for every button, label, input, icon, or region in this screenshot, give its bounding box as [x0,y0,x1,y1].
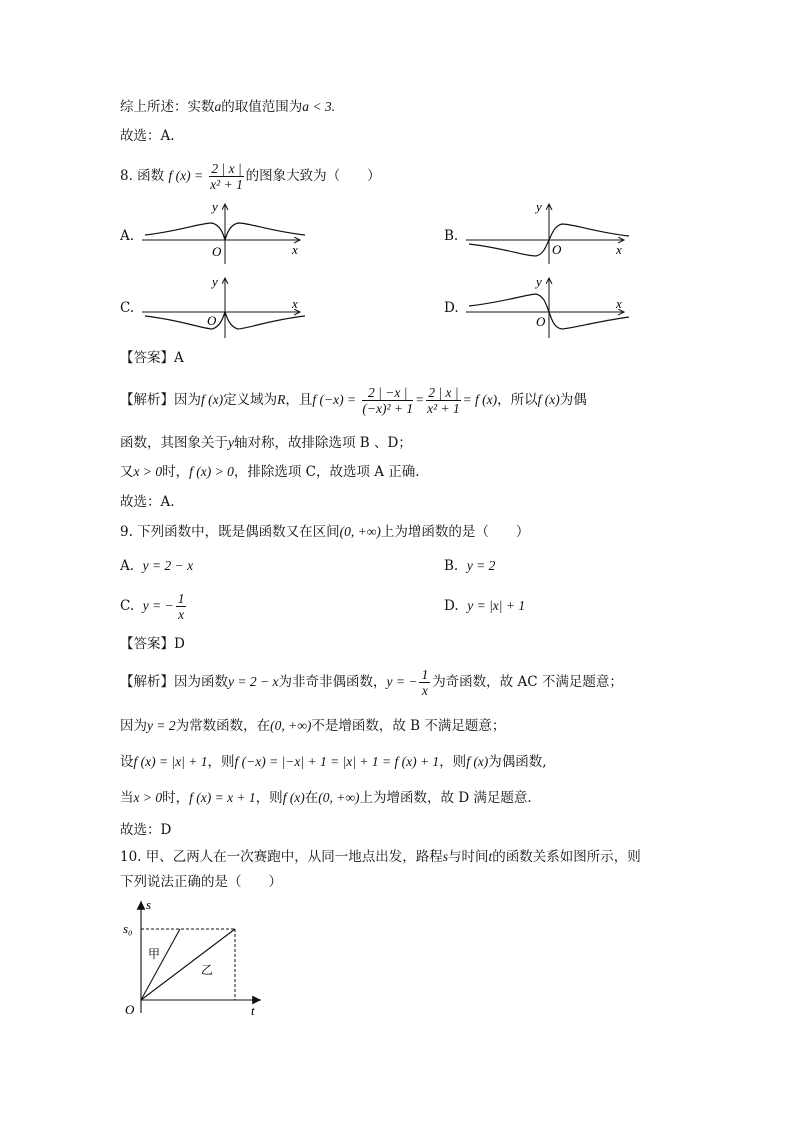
expr: y [228,435,234,450]
q9-option-d [444,596,525,616]
label: A. [120,558,135,574]
text: 的函数关系如图所示，则 [492,849,641,865]
text: 为常数函数，在 [175,718,271,734]
origin-label: O [207,313,217,328]
text: 上为增函数的是（ ） [380,524,530,540]
text: 9. 下列函数中，既是偶函数又在区间 [120,524,340,540]
text: ，所以 [497,392,538,408]
q9-analysis-line4 [120,788,532,808]
origin-label: O [552,242,562,257]
q10-graph [118,895,278,1025]
q10-stem-line1 [120,847,641,867]
text: 时， [162,790,190,806]
summary-text-mid: 的取值范围为 [221,99,303,115]
text: 设 [120,754,134,770]
label: B. [444,558,459,574]
summary-choice: 故选：A. [120,128,175,144]
text: 为非奇非偶函数， [278,674,387,690]
fraction [362,385,413,416]
line-jia [141,929,180,1000]
label: C. [120,598,135,614]
expr: = [415,392,425,407]
expr: x > 0 [133,464,163,479]
text: 【解析】因为 [120,392,201,408]
expr: x > 0 [133,790,163,805]
numerator: 1 [177,591,185,606]
var-a: a [214,99,222,114]
s0-label: s₀ [123,921,133,936]
t-axis-label: t [251,1003,255,1018]
x-axis-label: x [616,242,622,257]
expr: f (x) > 0 [189,464,234,479]
text: 10. 甲、乙两人在一次赛跑中，从同一地点出发，路程 [120,849,443,865]
y-axis-label: y [212,199,218,214]
q9-analysis-line2 [120,716,505,736]
q8-denominator: x² + 1 [210,177,243,192]
text: ，则 [439,754,467,770]
text: 在 [304,790,319,806]
denominator: x [421,683,428,698]
q8-option-d-label: D. [444,300,459,316]
expr: = f (x) [462,392,498,407]
text: 时， [162,464,190,480]
x-axis-label: x [616,296,622,311]
numerator: 2 | x | [428,385,459,400]
text: 与时间 [448,849,489,865]
fraction [419,667,430,698]
numerator: 1 [421,667,429,682]
q9-option-c [120,590,188,622]
q8-graph-a [140,198,315,266]
text: 为偶 [559,392,587,408]
q8-option-a-label: A. [120,228,135,244]
summary-text: 综上所述：实数 [120,99,215,115]
q8-numerator: 2 | x | [211,161,242,176]
numerator: 2 | −x | [362,385,413,401]
expr: y = − [142,598,174,613]
text: 又 [120,464,134,480]
text: ，则 [255,790,283,806]
expr: s [442,849,449,864]
q8-choice: 故选：A. [120,494,175,510]
origin-label: O [536,314,546,329]
x-axis-label: x [292,296,298,311]
q8-func-lhs: f (x) = [168,168,204,183]
expr: y = |x| + 1 [467,598,526,613]
text: 不是增函数，故 B 不满足题意； [311,718,506,734]
text: ，且 [285,392,313,408]
q9-option-b [444,556,495,576]
expr: y = 2 [466,558,496,573]
q8-analysis-line3 [120,462,420,482]
q8-graph-d [464,272,639,340]
q8-analysis-line2 [120,433,412,453]
label: D. [444,598,459,614]
label-yi: 乙 [201,963,214,977]
q8-analysis-line1 [120,382,587,418]
expr: (0, +∞) [270,718,312,733]
q8-graph-c [140,272,315,340]
text: 轴对称，故排除选项 B 、D； [234,435,412,451]
fraction [426,385,460,416]
text: 【解析】因为函数 [120,674,228,690]
x-axis-label: x [292,242,298,257]
y-axis-label: y [536,199,542,214]
q9-choice: 故选：D [120,822,172,838]
expr: y = 2 − x [228,674,279,689]
origin-label: O [125,1002,135,1017]
expr: t [488,849,493,864]
text: 上为增函数，故 D 满足题意. [359,790,532,806]
expr: f (x) = x + 1 [189,790,256,805]
q8-answer: 【答案】A [120,350,184,366]
s-axis-label: s [146,897,152,912]
text: ，则 [207,754,235,770]
expr: f (x) = |x| + 1 [133,754,208,769]
text: 当 [120,790,134,806]
q8-option-c-label: C. [120,300,135,316]
summary-expr: a < 3. [302,99,335,114]
text: ，排除选项 C，故选项 A 正确. [233,464,420,480]
q8-fraction [209,161,243,192]
expr: R [277,392,286,407]
expr: y = − [386,674,418,689]
y-axis-label: y [212,274,218,289]
y-axis-label: y [536,274,542,289]
fraction [176,591,187,622]
expr: (0, +∞) [339,524,381,539]
expr: f (−x) = [312,392,357,407]
q9-analysis-line1 [120,666,623,698]
expr: f (x) [466,754,489,769]
expr: y = 2 [147,718,176,733]
denominator: (−x)² + 1 [362,401,414,416]
expr: f (x) [201,392,224,407]
summary-conclusion [120,97,335,117]
line-yi [141,929,235,1000]
q8-graph-b [464,198,639,266]
q8-stem [120,160,381,192]
q10-stem-line2: 下列说法正确的是（ ） [120,874,282,890]
expr: f (x) [282,790,305,805]
q9-answer: 【答案】D [120,636,185,652]
label-jia: 甲 [148,947,161,961]
expr: f (x) [537,392,560,407]
origin-label: O [212,244,222,259]
q9-option-a [120,556,193,576]
q8-stem-prefix: 8. 函数 [120,168,165,184]
q8-stem-suffix: 的图象大致为（ ） [245,168,381,184]
denominator: x [178,607,185,622]
text: 为奇函数，故 AC 不满足题意； [432,674,623,690]
q8-option-b-label: B. [444,228,459,244]
text: 函数，其图象关于 [120,435,228,451]
text: 定义域为 [223,392,278,408]
text: 为偶函数, [488,754,547,770]
expr: (0, +∞) [318,790,360,805]
expr: y = 2 − x [142,558,194,573]
expr: f (−x) = |−x| + 1 = |x| + 1 = f (x) + 1 [234,754,440,769]
text: 因为 [120,718,147,734]
q9-analysis-line3 [120,752,547,772]
denominator: x² + 1 [427,401,460,416]
q9-stem [120,522,529,542]
